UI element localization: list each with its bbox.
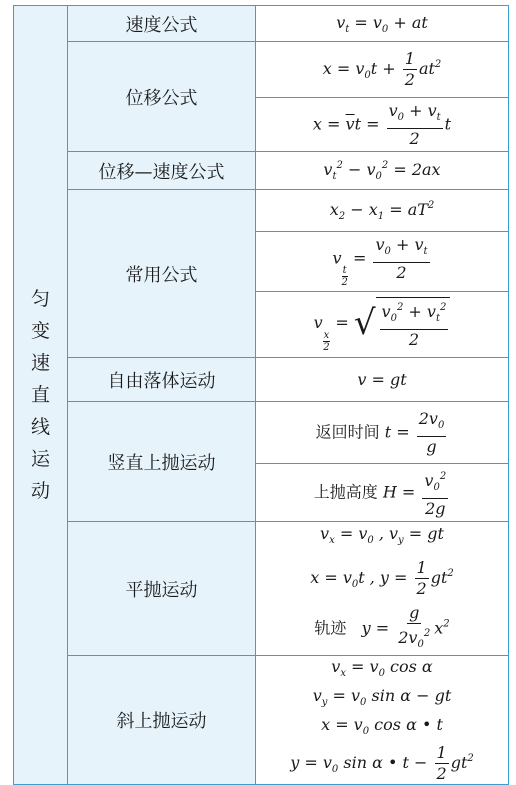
category-char: 速 — [30, 352, 50, 374]
row-name-oblique: 斜上抛运动 — [68, 656, 256, 785]
row-name-displacement-speed: 位移—速度公式 — [68, 152, 256, 190]
category-char: 变 — [30, 320, 50, 342]
formula-common-1: $x_2 - x_1 = aT^2$ — [256, 190, 509, 232]
formula-speed: $v_t = v_0$ + at — [256, 6, 509, 42]
row-name-displacement: 位移公式 — [68, 42, 256, 152]
row-name-vertical: 竖直上抛运动 — [68, 402, 256, 522]
row-name-horizontal: 平抛运动 — [68, 522, 256, 656]
formula-displacement-1: $x = v_0t$ + $\frac{1}{2}$ $at^2$ — [256, 42, 509, 98]
formula-common-3: v $\frac{x}{2}$ = √ $\frac{v_0^2 + v_t^2}{2}$ — [256, 292, 509, 358]
formula-freefall: v = gt — [256, 358, 509, 402]
formula-horizontal: $v_x = v_0$ , $v_y$ = gt $x = v_0t$ , y = $\frac{1}{2}$ $gt^2$ 轨迹 y = $\frac{g}{2v_0^2}$ $x^2$ — [256, 522, 509, 656]
formula-max-height: 上抛高度 H = $\frac{v_0^2}{2g}$ — [256, 464, 509, 522]
category-char: 匀 — [30, 288, 50, 310]
max-height-label: 上抛高度 — [313, 482, 378, 501]
row-name-freefall: 自由落体运动 — [68, 358, 256, 402]
formula-displacement-2: $x = \overline{v}t$ = $\frac{v_0 + v_t}{2}$ t — [256, 98, 509, 152]
category-char: 动 — [30, 480, 50, 502]
return-time-label: 返回时间 — [315, 422, 380, 441]
row-name-common: 常用公式 — [68, 190, 256, 358]
category-char: 直 — [30, 384, 50, 406]
category-cell — [14, 6, 68, 785]
formula-return-time: 返回时间 t = $\frac{2v_0}{g}$ — [256, 402, 509, 464]
row-name-speed: 速度公式 — [68, 6, 256, 42]
category-char: 运 — [30, 448, 50, 470]
kinematics-formula-table — [13, 5, 509, 785]
formula-common-2: v $\frac{t}{2}$ = $\frac{v_0 + v_t}{2}$ — [256, 232, 509, 292]
formula-oblique: $v_x = v_0$ cos α $v_y = v_0$ sin α − gt $x = v_0$ cos α • t $y = v_0$ sin α • t − $\frac{1}{2}$ $gt^2$ — [256, 656, 509, 785]
formula-displacement-speed: $v_t^2 - v_0^2 = 2ax$ — [256, 152, 509, 190]
trajectory-label: 轨迹 — [314, 618, 347, 637]
category-char: 线 — [30, 416, 50, 438]
